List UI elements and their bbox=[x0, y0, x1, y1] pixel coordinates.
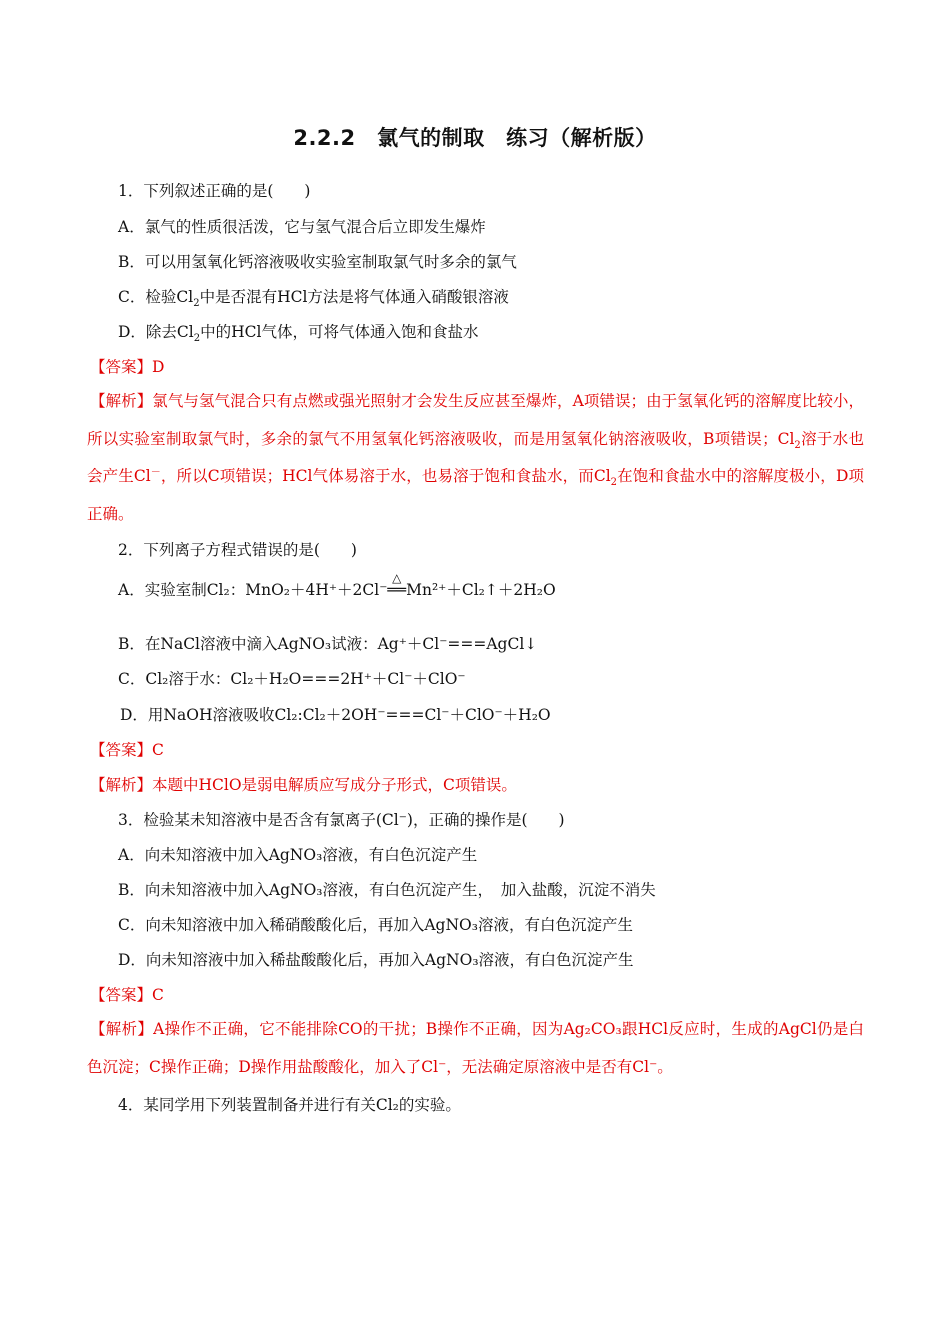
q2-stem: 2．下列离子方程式错误的是( ) bbox=[118, 541, 357, 559]
q2-option-d: D．用NaOH溶液吸收Cl₂:Cl₂＋2OH⁻===Cl⁻＋ClO⁻＋H₂O bbox=[120, 706, 551, 724]
q3-stem: 3．检验某未知溶液中是否含有氯离子(Cl⁻)，正确的操作是( ) bbox=[118, 811, 565, 829]
q2-option-c: C．Cl₂溶于水：Cl₂＋H₂O===2H⁺＋Cl⁻＋ClO⁻ bbox=[118, 670, 466, 688]
heat-triangle-icon: △ bbox=[392, 571, 402, 585]
q3-analysis: 【解析】A操作不正确，它不能排除CO的干扰；B操作不正确，因为Ag₂CO₃跟HCl反应时，生成的AgCl仍是白色沉淀；C操作正确；D操作用盐酸酸化，加入了Cl⁻，无法确定原溶液中是否有Cl⁻。 bbox=[87, 1020, 864, 1076]
q2-option-a: A．实验室制Cl₂：MnO₂＋4H⁺＋2Cl⁻ △ ══Mn²⁺＋Cl₂↑＋2H₂O bbox=[118, 580, 556, 600]
q1-analysis: 【解析】氯气与氢气混合只有点燃或强光照射才会发生反应甚至爆炸，A项错误；由于氢氧化钙的溶解度比较小，所以实验室制取氯气时，多余的氯气不用氢氧化钙溶液吸收，而是用氢氧化钠溶液吸收，B项错误；$Cl_2$溶于水也会产生Cl－，所以C项错误；HCl气体易溶于水，也易溶于饱和食盐水，而$Cl_2$在饱和食盐水中的溶解度极小，D项正确。 bbox=[87, 392, 864, 523]
q1-option-a: A．氯气的性质很活泼，它与氢气混合后立即发生爆炸 bbox=[118, 218, 486, 236]
q1-option-d: D．除去$Cl_2$中的HCl气体，可将气体通入饱和食盐水 bbox=[118, 323, 479, 345]
q3-option-d: D．向未知溶液中加入稀盐酸酸化后，再加入AgNO₃溶液，有白色沉淀产生 bbox=[118, 951, 634, 969]
q3-option-a: A．向未知溶液中加入AgNO₃溶液，有白色沉淀产生 bbox=[118, 846, 478, 864]
q1-stem: 1．下列叙述正确的是( ) bbox=[118, 182, 311, 200]
q1-answer: 【答案】D bbox=[90, 358, 165, 376]
q1-option-b: B．可以用氢氧化钙溶液吸收实验室制取氯气时多余的氯气 bbox=[118, 253, 517, 271]
q3-option-b: B．向未知溶液中加入AgNO₃溶液，有白色沉淀产生， 加入盐酸，沉淀不消失 bbox=[118, 881, 656, 899]
heating-condition: △ ══ bbox=[387, 580, 406, 600]
q2-analysis: 【解析】本题中HClO是弱电解质应写成分子形式，C项错误。 bbox=[90, 776, 517, 794]
page-title: 2.2.2 氯气的制取 练习（解析版） bbox=[293, 126, 657, 150]
q3-answer: 【答案】C bbox=[90, 986, 164, 1004]
q2-option-b: B．在NaCl溶液中滴入AgNO₃试液：Ag⁺＋Cl⁻===AgCl↓ bbox=[118, 635, 538, 653]
q2-answer: 【答案】C bbox=[90, 741, 164, 759]
q3-option-c: C．向未知溶液中加入稀硝酸酸化后，再加入AgNO₃溶液，有白色沉淀产生 bbox=[118, 916, 633, 934]
q1-option-c: C．检验$Cl_2$中是否混有HCl方法是将气体通入硝酸银溶液 bbox=[118, 288, 509, 310]
q4-stem: 4．某同学用下列装置制备并进行有关Cl₂的实验。 bbox=[118, 1096, 461, 1114]
